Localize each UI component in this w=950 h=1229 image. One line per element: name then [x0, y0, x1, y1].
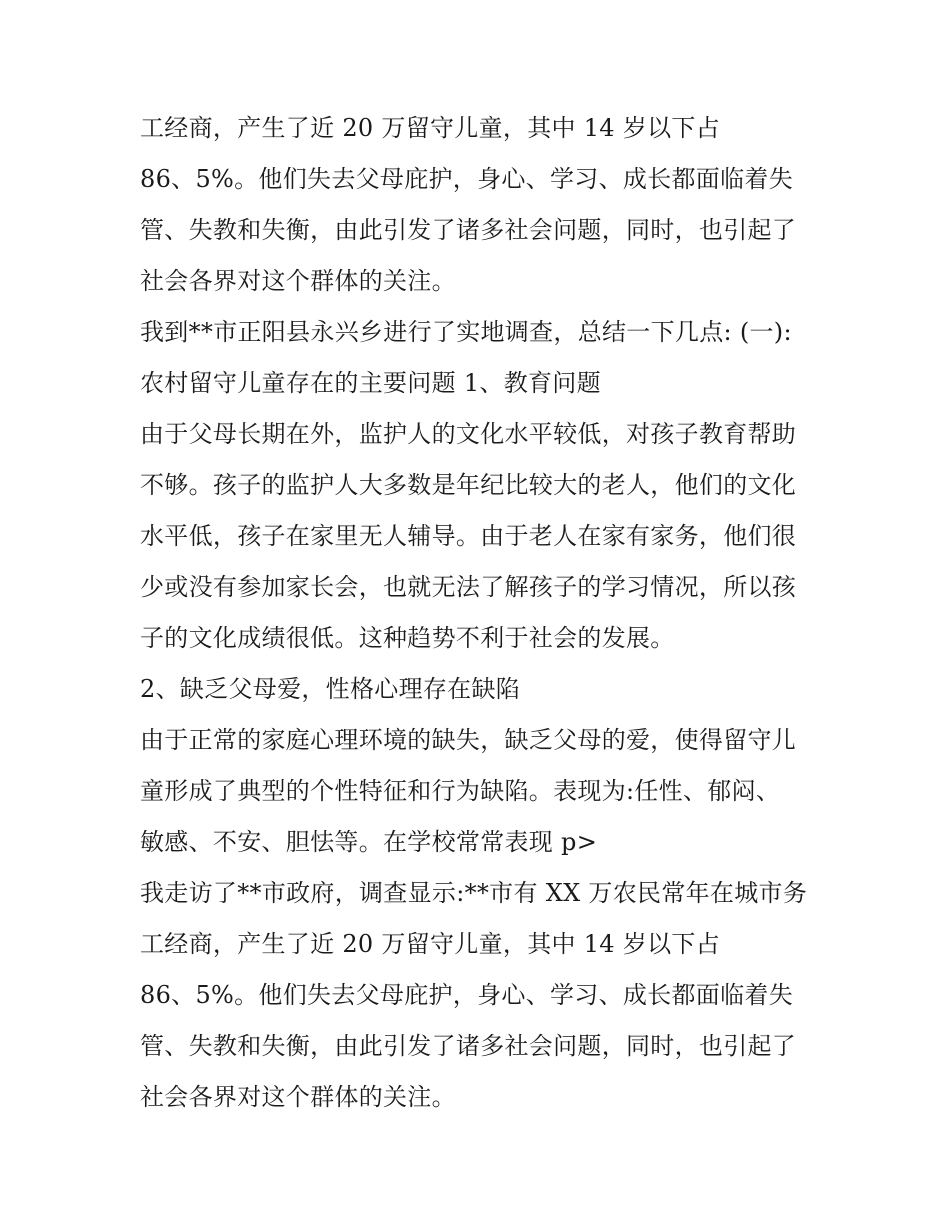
- text-line: 管、失教和失衡，由此引发了诸多社会问题，同时，也引起了: [140, 216, 797, 244]
- text-line: 敏感、不安、胆怯等。在学校常常表现 p>: [140, 828, 598, 856]
- heading-line: 2、缺乏父母爱，性格心理存在缺陷: [140, 675, 521, 703]
- text-line: 童形成了典型的个性特征和行为缺陷。表现为:任性、郁闷、: [140, 777, 781, 805]
- text-line: 我走访了**市政府，调查显示:**市有 XX 万农民常年在城市务: [140, 879, 808, 907]
- document-body: [140, 103, 830, 1123]
- text-line: 少或没有参加家长会，也就无法了解孩子的学习情况，所以孩: [140, 573, 797, 601]
- text-line: 子的文化成绩很低。这种趋势不利于社会的发展。: [140, 624, 675, 652]
- text-line: 工经商，产生了近 20 万留守儿童，其中 14 岁以下占: [140, 114, 720, 142]
- heading-line: 农村留守儿童存在的主要问题 1、教育问题: [140, 369, 601, 397]
- text-line: 社会各界对这个群体的关注。: [140, 1083, 456, 1111]
- text-line: 由于正常的家庭心理环境的缺失，缺乏父母的爱，使得留守儿: [140, 726, 797, 754]
- text-line: 水平低，孩子在家里无人辅导。由于老人在家有家务，他们很: [140, 522, 797, 550]
- text-line: 社会各界对这个群体的关注。: [140, 267, 456, 295]
- text-line: 86、5%。他们失去父母庇护，身心、学习、成长都面临着失: [140, 981, 794, 1009]
- text-line: 不够。孩子的监护人大多数是年纪比较大的老人，他们的文化: [140, 471, 797, 499]
- text-line: 工经商，产生了近 20 万留守儿童，其中 14 岁以下占: [140, 930, 720, 958]
- text-line: 86、5%。他们失去父母庇护，身心、学习、成长都面临着失: [140, 165, 794, 193]
- text-line: 管、失教和失衡，由此引发了诸多社会问题，同时，也引起了: [140, 1032, 797, 1060]
- text-line: 由于父母长期在外，监护人的文化水平较低，对孩子教育帮助: [140, 420, 797, 448]
- text-line: 我到**市正阳县永兴乡进行了实地调查，总结一下几点: (一):: [140, 318, 792, 346]
